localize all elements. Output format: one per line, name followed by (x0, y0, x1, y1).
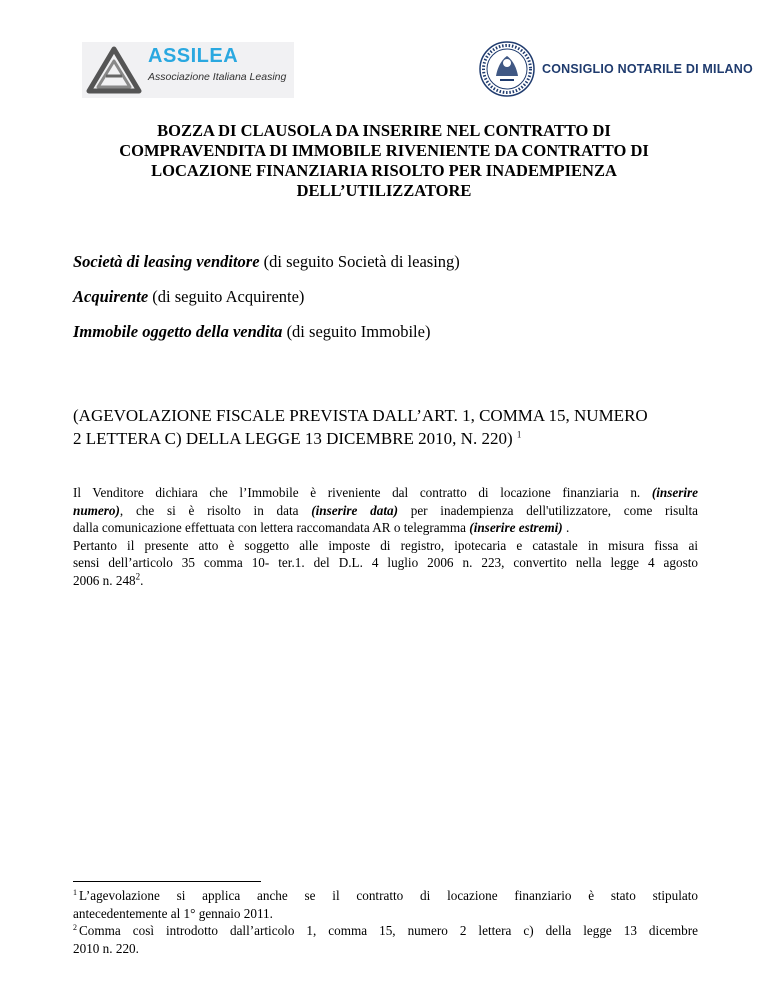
tax-relief-heading (73, 404, 698, 450)
footnote-2-line: $^2$ Comma così introdotto dall’articolo 1, comma 15, numero 2 lettera c) della legge 13 dicembre (73, 922, 698, 938)
party-buyer (73, 287, 304, 307)
body-line: Il Venditore dichiara che l’Immobile è riveniente dal contratto di locazione finanziaria n. (inserire (73, 485, 698, 500)
assilea-tagline: Associazione Italiana Leasing (148, 71, 287, 83)
buyer-label: Acquirente (73, 287, 149, 306)
body-line: sensi dell’articolo 35 comma 10- ter.1. del D.L. 4 luglio 2006 n. 223, convertito nella legge 4 agosto (73, 555, 698, 571)
assilea-triangle-icon (86, 46, 142, 94)
document-title (110, 121, 658, 201)
footnotes (73, 887, 698, 957)
property-note: (di seguito Immobile) (282, 322, 431, 341)
title-line: DELL’UTILIZZATORE (296, 181, 472, 200)
footnote-1-line: antecedentemente al 1° gennaio 2011. (73, 905, 273, 921)
body-line: Pertanto il presente atto è soggetto alle imposte di registro, ipotecaria e catastale in misura fissa ai (73, 537, 698, 553)
tax-heading-line: (AGEVOLAZIONE FISCALE PREVISTA DALL’ART. 1, COMMA 15, NUMERO (73, 406, 648, 425)
notary-seal-icon (478, 40, 536, 98)
footnote-1-line: $^1$ L’agevolazione si applica anche se il contratto di locazione finanziario è stato stipulato (73, 887, 698, 903)
consiglio-notarile-logo (478, 40, 753, 98)
title-line: BOZZA DI CLAUSOLA DA INSERIRE NEL CONTRATTO DI (157, 121, 611, 140)
title-line: COMPRAVENDITA DI IMMOBILE RIVENIENTE DA CONTRATTO DI (119, 141, 649, 160)
buyer-note: (di seguito Acquirente) (148, 287, 305, 306)
footnote-number: 2 (73, 922, 77, 932)
body-line: dalla comunicazione effettuata con lettera raccomandata AR o telegramma (inserire estremi) . (73, 520, 570, 536)
body-line: numero), che si è risolto in data (inserire data) per inadempienza dell'utilizzatore, come risulta (73, 502, 699, 518)
footnote-number: 1 (73, 887, 77, 897)
seller-note: (di seguito Società di leasing) (259, 252, 460, 271)
assilea-name: ASSILEA (148, 45, 239, 67)
footnote-ref: 2 (135, 571, 141, 582)
footnote-2-line: 2010 n. 220. (73, 940, 139, 956)
assilea-logo (82, 42, 294, 98)
clause-body (73, 484, 698, 590)
property-label: Immobile oggetto della vendita (73, 322, 283, 341)
seller-label: Società di leasing venditore (73, 252, 260, 271)
party-property (73, 322, 430, 342)
party-seller (73, 252, 460, 272)
footnote-separator (73, 881, 261, 882)
body-line: 2006 n. $248^2$. (73, 571, 144, 588)
title-line: LOCAZIONE FINANZIARIA RISOLTO PER INADEMPIENZA (151, 161, 617, 180)
consiglio-notarile-name: CONSIGLIO NOTARILE DI MILANO (542, 62, 753, 76)
footnote-ref: 1 (516, 429, 522, 440)
tax-heading-line: 2 LETTERA C) DELLA LEGGE 13 DICEMBRE 2010, N. 220) $^1$ (73, 429, 522, 448)
